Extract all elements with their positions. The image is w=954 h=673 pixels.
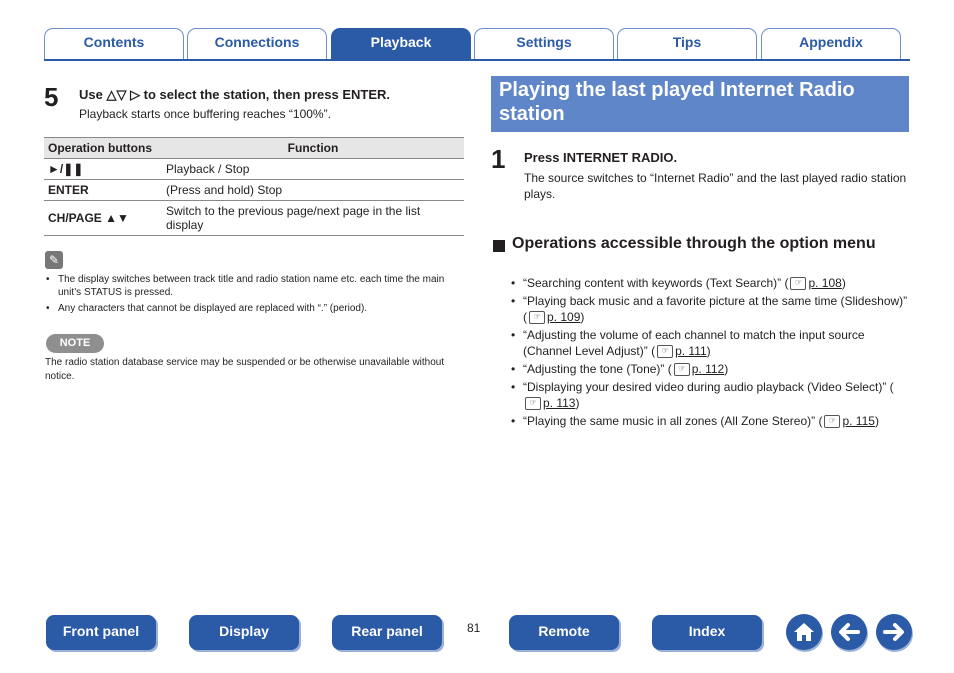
option-list [511,275,909,429]
page-link[interactable]: p. 109 [547,310,581,324]
step-title: Use △▽ ▷ to select the station, then press ENTER. [79,87,391,102]
tips-list [46,273,464,315]
page-link[interactable]: p. 112 [691,362,725,376]
square-bullet-icon [493,240,505,252]
tab-playback[interactable]: Playback [331,28,471,59]
list-item [511,413,909,429]
table-row [44,201,464,236]
list-item-text: “Playing the same music in all zones (All Zone Stereo)” ( [523,414,823,428]
table-cell-function: Switch to the previous page/next page in the list display [162,201,464,236]
table-header: Function [162,138,464,159]
remote-button[interactable]: Remote [509,615,619,650]
list-item [511,327,909,359]
list-item-end: ) [706,344,711,358]
table-cell-button: ►/❚❚ [44,159,162,180]
table-cell-button: CH/PAGE ▲▼ [44,201,162,236]
step-title: Press INTERNET RADIO. [524,150,678,165]
list-item-text: “Adjusting the tone (Tone)” ( [523,362,672,376]
display-button[interactable]: Display [189,615,299,650]
list-item-end: ) [874,414,879,428]
page-link[interactable]: p. 115 [842,414,875,428]
step-description: Playback starts once buffering reaches “100%”. [79,107,331,121]
table-row [44,180,464,201]
page-link[interactable]: p. 108 [808,276,842,290]
list-item-text: “Searching content with keywords (Text Search)” ( [523,276,789,290]
tab-appendix[interactable]: Appendix [761,28,901,59]
index-button[interactable]: Index [652,615,762,650]
page-link[interactable]: p. 113 [543,396,576,410]
list-item-end: ) [580,310,585,324]
list-item-end: ) [841,276,846,290]
section-banner: Playing the last played Internet Radio station [491,76,909,132]
tab-connections[interactable]: Connections [187,28,327,59]
page-ref-icon: ☞ [790,277,806,290]
table-row [44,159,464,180]
list-item-end: ) [724,362,729,376]
table-cell-function: (Press and hold) Stop [162,180,464,201]
tab-settings[interactable]: Settings [474,28,614,59]
list-item-end: ) [575,396,580,410]
section-title: Operations accessible through the option menu [512,235,876,252]
forward-arrow-icon[interactable] [876,614,912,650]
step-description: The source switches to “Internet Radio” and the last played radio station plays. [524,171,907,201]
list-item [511,361,909,377]
page-ref-icon: ☞ [657,345,673,358]
back-arrow-icon[interactable] [831,614,867,650]
page-ref-icon: ☞ [824,415,840,428]
step-number: 5 [44,82,59,112]
tab-tips[interactable]: Tips [617,28,757,59]
list-item [511,379,909,411]
page-ref-icon: ☞ [674,363,690,376]
list-item [511,275,909,291]
step-number: 1 [491,144,506,174]
table-header: Operation buttons [44,138,162,159]
list-item [511,293,909,325]
rear-panel-button[interactable]: Rear panel [332,615,442,650]
front-panel-button[interactable]: Front panel [46,615,156,650]
list-item-text: “Displaying your desired video during audio playback (Video Select)” ( [523,380,894,394]
page-link[interactable]: p. 111 [675,344,707,358]
list-item-text: “Playing back music and a favorite picture at the same time (Slideshow)” ( [523,294,908,324]
table-cell-function: Playback / Stop [162,159,464,180]
pencil-icon: ✎ [45,251,63,269]
page-number: 81 [467,621,481,635]
list-item: • Any characters that cannot be displayed are replaced with “.” (period). [46,302,464,315]
tab-bar [0,0,954,64]
operation-table [44,137,464,236]
note-badge: NOTE [46,334,104,353]
home-icon[interactable] [786,614,822,650]
table-cell-button: ENTER [44,180,162,201]
page-ref-icon: ☞ [529,311,545,324]
table-header-row [44,138,464,159]
page-ref-icon: ☞ [525,397,541,410]
note-text: The radio station database service may be suspended or be otherwise unavailable without notice. [45,357,445,382]
list-item-text: “Adjusting the volume of each channel to match the input source (Channel Level Adjust)” ( [523,328,865,358]
tab-contents[interactable]: Contents [44,28,184,59]
tab-underline [44,59,910,61]
list-item: • The display switches between track title and radio station name etc. each time the main unit’s STATUS is pressed. [46,273,464,299]
